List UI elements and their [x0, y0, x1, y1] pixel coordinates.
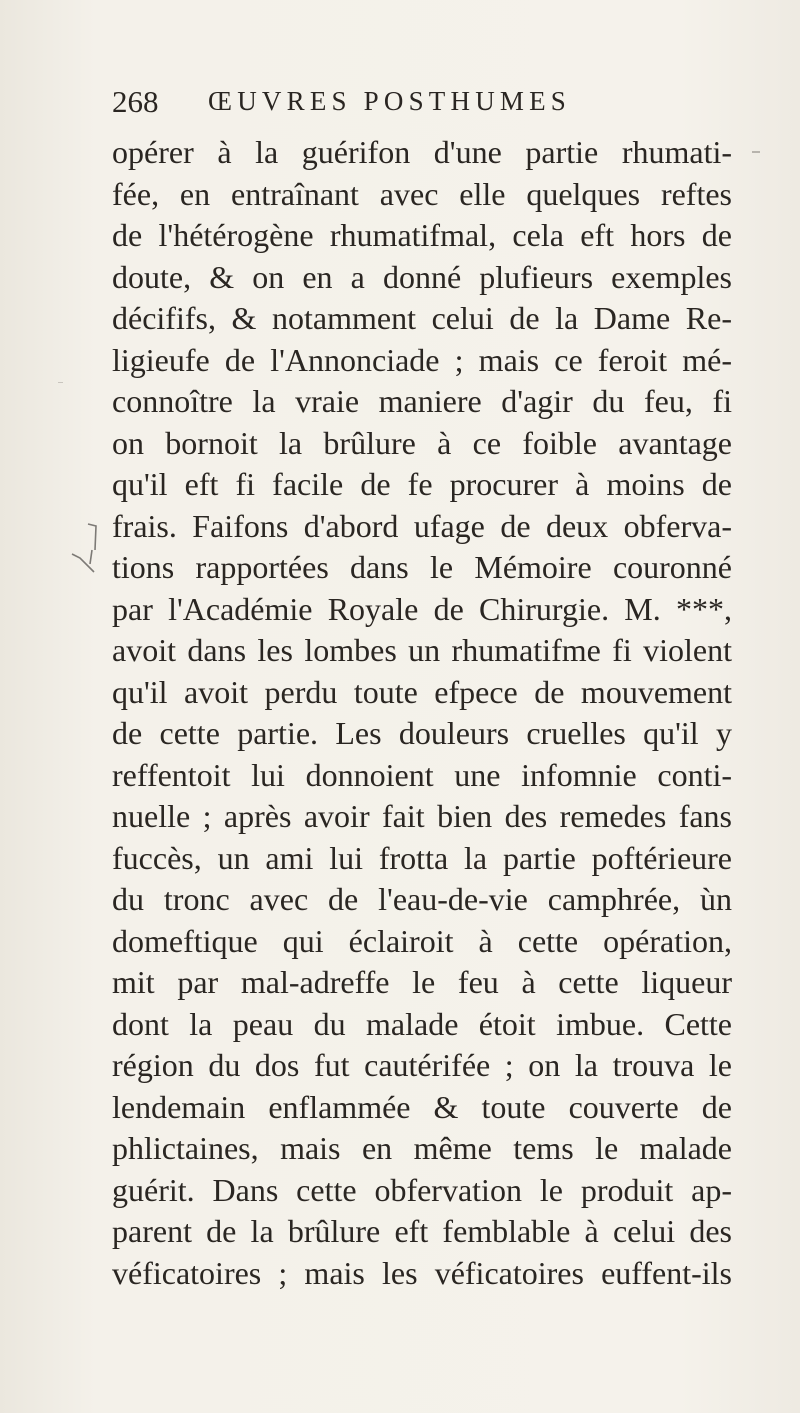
- text-line: dont la peau du malade étoit imbue. Cette: [112, 1005, 732, 1042]
- page-number: 268: [112, 84, 159, 119]
- text-line: décififs, & notamment celui de la Dame Re-: [112, 300, 732, 336]
- text-line: doute, & on en a donné plufieurs exemples: [112, 258, 732, 295]
- text-line: du tronc avec de l'eau-de-vie camphrée, ùn: [112, 881, 732, 917]
- handwritten-bracket-mark: [60, 520, 100, 590]
- text-line: fuccès, un ami lui frotta la partie poftérieure: [112, 839, 732, 876]
- text-line: reffentoit lui donnoient une infomnie conti-: [112, 756, 732, 793]
- text-line: tions rapportées dans le Mémoire couronné: [112, 549, 732, 585]
- text-line: lendemain enflammée & toute couverte de: [112, 1088, 732, 1125]
- text-line: mit par mal-adreffe le feu à cette liqueur: [112, 964, 732, 1000]
- text-line: région du dos fut cautérifée ; on la trouva le: [112, 1047, 732, 1083]
- text-line: qu'il avoit perdu toute efpece de mouvement: [112, 673, 732, 710]
- text-line: par l'Académie Royale de Chirurgie. M. ***,: [112, 590, 732, 627]
- running-head: [112, 84, 732, 124]
- text-line: on bornoit la brûlure à ce foible avantage: [112, 424, 732, 461]
- text-line: guérit. Dans cette obfervation le produit ap-: [112, 1171, 732, 1208]
- text-line: véficatoires ; mais les véficatoires euffent-ils: [112, 1254, 732, 1291]
- text-line: parent de la brûlure eft femblable à celui des: [112, 1213, 732, 1249]
- text-line: domeftique qui éclairoit à cette opération,: [112, 922, 732, 959]
- text-line: fée, en entraînant avec elle quelques reftes: [112, 175, 732, 212]
- text-line: de l'hétérogène rhumatifmal, cela eft hors de: [112, 217, 732, 253]
- margin-dot-mark: [58, 382, 63, 383]
- text-line: avoit dans les lombes un rhumatifme fi violent: [112, 632, 732, 668]
- text-line: ligieufe de l'Annonciade ; mais ce feroit mé-: [112, 341, 732, 378]
- text-line: opérer à la guérifon d'une partie rhumati-: [112, 134, 732, 170]
- running-title: ŒUVRES POSTHUMES: [208, 86, 572, 116]
- text-line: nuelle ; après avoir fait bien des remedes fans: [112, 798, 732, 834]
- text-line: phlictaines, mais en même tems le malade: [112, 1130, 732, 1166]
- text-line: frais. Faifons d'abord ufage de deux obferva-: [112, 507, 732, 544]
- text-line: connoître la vraie maniere d'agir du feu, fi: [112, 383, 732, 419]
- text-line: qu'il eft fi facile de fe procurer à moins de: [112, 466, 732, 502]
- margin-dash-mark: [752, 151, 760, 153]
- text-line: de cette partie. Les douleurs cruelles qu'il y: [112, 715, 732, 751]
- body-text: [112, 132, 732, 1294]
